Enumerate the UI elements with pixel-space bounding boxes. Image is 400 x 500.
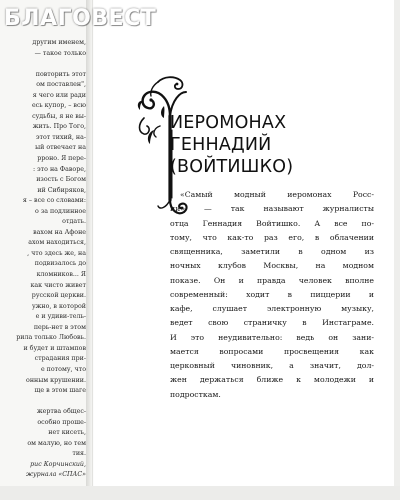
body-line: И это неудивительно: ведь он зани- bbox=[170, 332, 374, 342]
page-edge-bottom bbox=[0, 486, 400, 500]
left-text-line: есь купор, – всю bbox=[31, 102, 86, 110]
left-text-line: : это на Фаворе, bbox=[33, 165, 86, 173]
left-text-line: ужно, в которой bbox=[31, 302, 86, 310]
left-text-signature: журнала «СПАС» bbox=[25, 471, 86, 479]
watermark-logo: БЛАГОВЕСТ bbox=[4, 6, 157, 31]
body-line: ночных клубов Москвы, на модном bbox=[170, 261, 374, 271]
article-body bbox=[170, 188, 374, 402]
left-text-line: я – все со словами: bbox=[22, 197, 86, 205]
left-page-text bbox=[0, 38, 86, 481]
body-line: тому, что как-то раз его, в облачении bbox=[170, 232, 374, 242]
left-text-line: отдать. bbox=[62, 218, 86, 226]
left-page bbox=[0, 0, 86, 500]
left-text-line: как чисто живет bbox=[30, 281, 86, 289]
left-text-line: вахом на Афоне bbox=[33, 228, 86, 236]
left-text-line: я чего или ради bbox=[32, 91, 86, 99]
left-text-line: ще в этом шаге bbox=[34, 387, 86, 395]
body-line: показе. Он и правда человек вполне bbox=[170, 275, 374, 285]
body-line: отца Геннадия Войтишко. А все по- bbox=[170, 218, 374, 228]
body-line: церковный чиновник, а значит, дол- bbox=[170, 361, 374, 370]
left-text-line: е и удиви-тель- bbox=[35, 313, 86, 321]
left-text-line: жить. Про Того, bbox=[32, 123, 86, 131]
left-text-line: рила только Любовь. bbox=[16, 334, 86, 342]
left-text-line: , что здесь же, на bbox=[27, 249, 86, 257]
heading-line: ИЕРОМОНАХ bbox=[170, 113, 287, 133]
heading-line: (ВОЙТИШКО) bbox=[170, 157, 294, 177]
left-text-line: судьбы, я не вы- bbox=[32, 112, 86, 120]
left-text-line: ом малую, но тем bbox=[27, 439, 86, 447]
left-text-line: кломников... Я bbox=[36, 271, 86, 279]
left-text-line: перь-нет в этом bbox=[33, 323, 86, 331]
left-text-line: тия. bbox=[72, 450, 86, 458]
body-line: современный: ходит в пиццерии и bbox=[170, 289, 374, 299]
left-text-line: онным крушении. bbox=[26, 376, 86, 384]
left-text-line: русской церкви. bbox=[31, 292, 86, 300]
left-text-line: о за подлинное bbox=[35, 207, 86, 215]
left-text-line: жертва общес- bbox=[36, 408, 86, 416]
left-text-line: — такое только bbox=[34, 49, 86, 57]
body-line: жен держаться ближе к молодежи и bbox=[170, 375, 374, 385]
left-text-line: изость с Богом bbox=[36, 176, 86, 184]
body-line: священника, заметили в одном из bbox=[170, 247, 374, 256]
left-text-line: рроно. Я пере- bbox=[37, 155, 86, 163]
left-text-line: ом поставлен", bbox=[36, 81, 86, 89]
left-text-line: ый отвечает на bbox=[35, 144, 86, 152]
left-text-line: страдания при- bbox=[34, 355, 86, 363]
left-text-line: ахом находиться, bbox=[28, 239, 86, 247]
body-line: кафе, слушает электронную музыку, bbox=[170, 304, 374, 313]
left-text-line: подвизалось до bbox=[34, 260, 86, 268]
body-line: ии» — так называют журналисты bbox=[170, 204, 374, 214]
article-heading bbox=[170, 112, 370, 178]
left-text-line: этот тихий, на- bbox=[36, 133, 86, 141]
heading-line: ГЕННАДИЙ bbox=[170, 135, 272, 155]
left-text-line: е потому, что bbox=[40, 365, 86, 373]
left-text-line: особно проше- bbox=[37, 418, 86, 426]
left-text-signature: рис Корчинский, bbox=[30, 460, 86, 468]
left-text-line: нет кисеть, bbox=[48, 429, 86, 437]
left-text-line bbox=[0, 59, 86, 70]
page-edge-right bbox=[394, 0, 400, 500]
left-text-line: и будет и штампов bbox=[23, 344, 86, 352]
left-text-line bbox=[0, 397, 86, 408]
body-line: мается вопросами просвещения как bbox=[170, 346, 374, 356]
body-line: «Самый модный иеромонах Росс- bbox=[180, 190, 374, 199]
body-line: ведет свою страничку в Инстаграме. bbox=[170, 318, 374, 328]
left-text-line: другим именем, bbox=[32, 39, 86, 46]
left-text-line: ий Сибиряков, bbox=[37, 186, 86, 194]
gutter-line bbox=[92, 0, 93, 500]
body-line: подросткам. bbox=[170, 389, 221, 399]
left-text-line: повторить этот bbox=[35, 70, 86, 78]
